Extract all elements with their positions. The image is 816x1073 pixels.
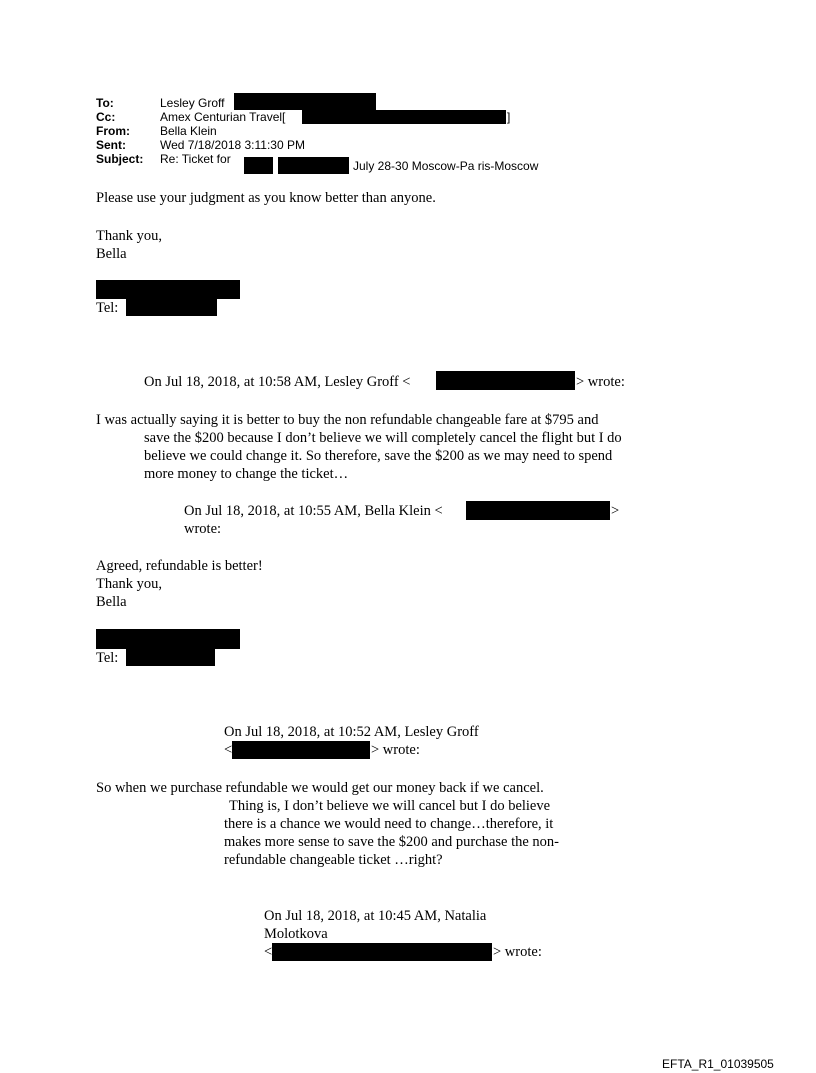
sent-value: Wed 7/18/2018 3:11:30 PM: [160, 138, 305, 152]
quote-intro: On Jul 18, 2018, at 10:52 AM, Lesley Groff: [224, 724, 479, 740]
quote-intro: On Jul 18, 2018, at 10:45 AM, Natalia: [264, 908, 487, 924]
message-text: Please use your judgment as you know better than anyone.: [96, 190, 436, 206]
closing-line: Thank you,: [96, 228, 163, 244]
redaction-bar: [234, 93, 376, 110]
subject-suffix: July 28-30 Moscow-Pa ris-Moscow: [353, 159, 539, 173]
redaction-bar: [436, 371, 575, 390]
document-id: EFTA_R1_01039505: [662, 1057, 774, 1071]
from-label: From:: [96, 124, 130, 138]
redaction-bar: [126, 649, 215, 666]
quote-intro: On Jul 18, 2018, at 10:55 AM, Bella Klein <: [184, 503, 443, 519]
quote-intro-lt: <: [264, 944, 273, 960]
redaction-bar: [96, 280, 240, 299]
signature-name: Bella: [96, 246, 127, 262]
quote-line: refundable changeable ticket …right?: [224, 852, 443, 868]
quote-intro: On Jul 18, 2018, at 10:58 AM, Lesley Groff <: [144, 374, 411, 390]
quote-line: So when we purchase refundable we would get our money back if we cancel.: [96, 780, 544, 796]
signature-name: Bella: [96, 594, 127, 610]
quote-intro-end: > wrote:: [493, 944, 542, 960]
redaction-bar: [272, 943, 492, 961]
subject-prefix: Re: Ticket for: [160, 152, 231, 166]
quote-line: makes more sense to save the $200 and purchase the non-: [224, 834, 560, 850]
cc-value: Amex Centurian Travel[: [160, 110, 286, 124]
redaction-bar: [302, 110, 506, 124]
quote-intro-name: Molotkova: [264, 926, 328, 942]
tel-label: Tel:: [96, 300, 119, 316]
quote-intro-end: > wrote:: [371, 742, 420, 758]
message-text: Agreed, refundable is better!: [96, 558, 263, 574]
redaction-bar: [244, 157, 273, 174]
tel-label: Tel:: [96, 650, 119, 666]
cc-label: Cc:: [96, 110, 116, 124]
redaction-bar: [232, 741, 370, 759]
from-value: Bella Klein: [160, 124, 217, 138]
quote-line: believe we could change it. So therefore, save the $200 as we may need to spend: [144, 448, 613, 464]
redaction-bar: [126, 299, 217, 316]
cc-close-bracket: ]: [507, 110, 511, 124]
quote-line: more money to change the ticket…: [144, 466, 349, 482]
closing-line: Thank you,: [96, 576, 163, 592]
quote-intro-lt: <: [224, 742, 233, 758]
quote-intro-end: > wrote:: [576, 374, 625, 390]
quote-intro-end: >: [611, 503, 620, 519]
sent-label: Sent:: [96, 138, 126, 152]
subject-label: Subject:: [96, 152, 144, 166]
quote-line: save the $200 because I don’t believe we will completely cancel the flight but I do: [144, 430, 622, 446]
redaction-bar: [96, 629, 240, 649]
quote-line: there is a chance we would need to change…therefore, it: [224, 816, 554, 832]
quote-intro-wrote: wrote:: [184, 521, 222, 537]
redaction-bar: [466, 501, 610, 520]
quote-line: I was actually saying it is better to buy the non refundable changeable fare at $795 and: [96, 412, 599, 428]
redaction-bar: [278, 157, 349, 174]
quote-line: Thing is, I don’t believe we will cancel but I do believe: [229, 798, 551, 814]
to-value: Lesley Groff: [160, 96, 225, 110]
to-label: To:: [96, 96, 114, 110]
